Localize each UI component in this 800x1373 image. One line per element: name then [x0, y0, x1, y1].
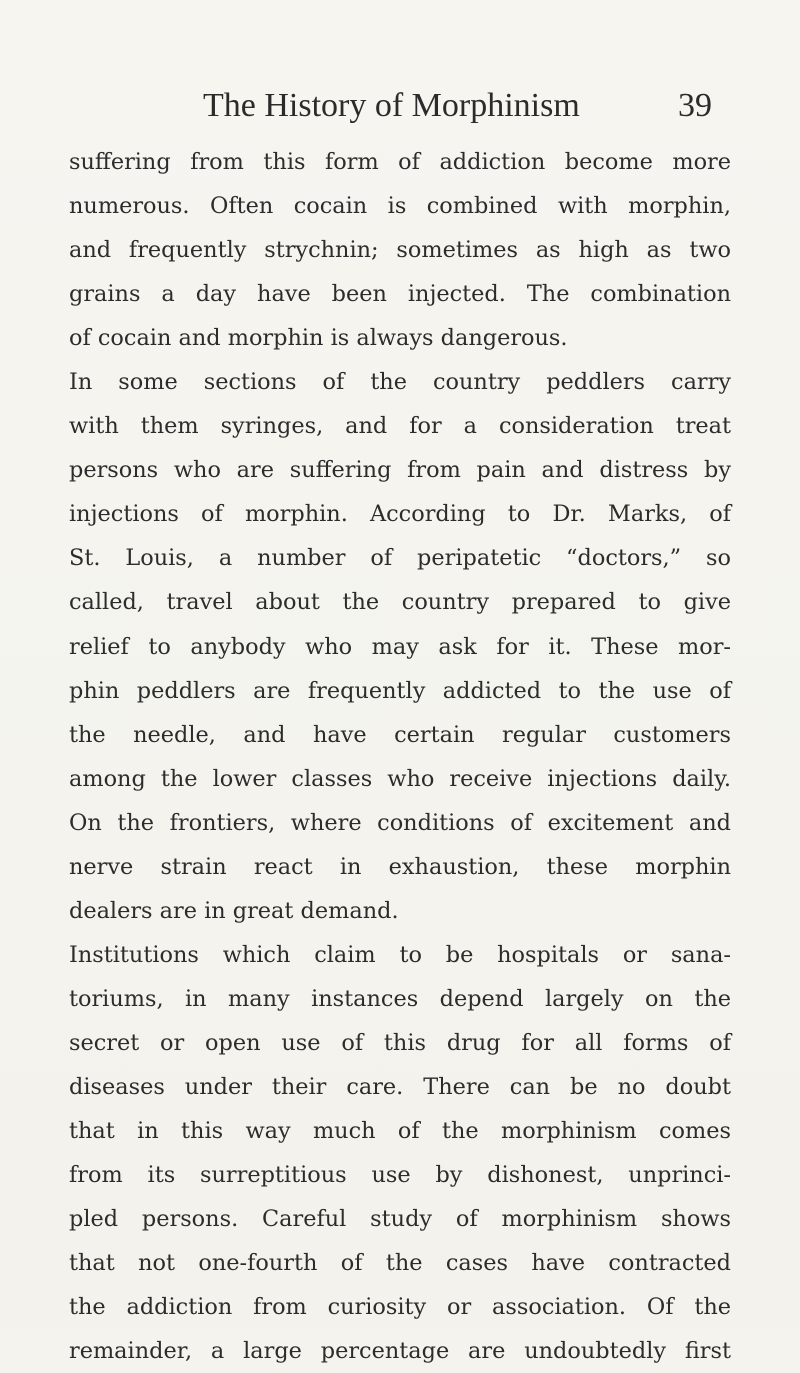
text-line: called, travel about the country prepared to give [69, 589, 731, 616]
text-line: In some sections of the country peddlers carry [69, 369, 731, 396]
text-line: toriums, in many instances depend largely on the [69, 985, 731, 1012]
text-line: numerous. Often cocain is combined with morphin, [69, 193, 731, 220]
text-line: the needle, and have certain regular customers [69, 721, 731, 748]
text-line: and frequently strychnin; sometimes as high as two [69, 237, 731, 264]
running-head [0, 84, 800, 128]
text-line: that not one-fourth of the cases have contracted [69, 1250, 731, 1277]
text-line: phin peddlers are frequently addicted to the use of [69, 677, 731, 704]
page-number: 39 [678, 87, 712, 124]
text-line: persons who are suffering from pain and distress by [69, 457, 731, 484]
text-line: On the frontiers, where conditions of excitement and [69, 809, 731, 836]
text-line: St. Louis, a number of peripatetic “doctors,” so [69, 545, 731, 572]
text-line: pled persons. Careful study of morphinism shows [69, 1206, 731, 1233]
text-line: dealers are in great demand. [69, 897, 399, 924]
text-line: from its surreptitious use by dishonest, unprinci- [69, 1162, 731, 1189]
text-line: nerve strain react in exhaustion, these morphin [69, 853, 731, 880]
text-line: of cocain and morphin is always dangerous. [69, 325, 568, 352]
body-text [69, 140, 731, 1373]
text-line: injections of morphin. According to Dr. Marks, of [69, 501, 731, 528]
text-line: the addiction from curiosity or association. Of the [69, 1294, 731, 1321]
text-line: Institutions which claim to be hospitals or sana- [69, 941, 731, 968]
text-line: grains a day have been injected. The combination [69, 281, 731, 308]
text-line: that in this way much of the morphinism comes [69, 1118, 731, 1145]
text-line: suffering from this form of addiction become more [69, 149, 731, 175]
running-title: The History of Morphinism [203, 87, 580, 124]
text-line: diseases under their care. There can be no doubt [69, 1073, 731, 1100]
text-line: remainder, a large percentage are undoubtedly first [69, 1338, 731, 1365]
text-line: relief to anybody who may ask for it. These mor- [69, 633, 731, 660]
text-line: with them syringes, and for a consideration treat [69, 413, 731, 440]
text-line: secret or open use of this drug for all forms of [69, 1029, 731, 1056]
text-line: among the lower classes who receive injections daily. [69, 765, 731, 792]
